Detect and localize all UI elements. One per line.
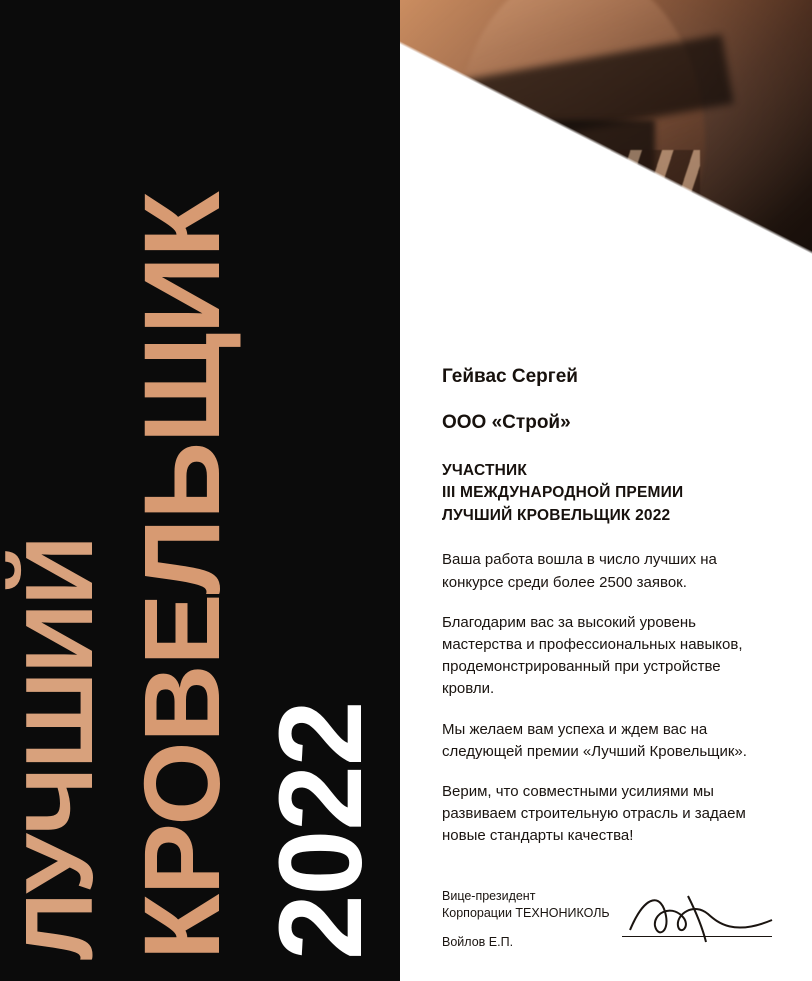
vertical-headline [0, 0, 400, 981]
signatory-name: Войлов Е.П. [442, 934, 514, 949]
award-title-block [442, 460, 772, 527]
signatory-role-line-1: Вице-президент [442, 889, 536, 903]
photo-hand-shape [420, 215, 540, 330]
headline-line-1: ЛУЧШИЙ [6, 537, 113, 960]
award-line-2: III МЕЖДУНАРОДНОЙ ПРЕМИИ [442, 484, 684, 502]
award-line-1: УЧАСТНИК [442, 462, 528, 479]
roofer-photo [400, 0, 812, 356]
headline-line-2: КРОВЕЛЬЩИК [121, 192, 242, 960]
signature-rule [622, 936, 772, 937]
signature-icon [622, 886, 782, 958]
award-line-3: ЛУЧШИЙ КРОВЕЛЬЩИК 2022 [442, 506, 671, 524]
body-paragraph-1: Ваша работа вошла в число лучших на конкурсе среди более 2500 заявок. [442, 551, 717, 591]
body-paragraph-4: Верим, что совместными усилиями мы развиваем строительную отрасль и задаем новые стандарты качества! [442, 782, 746, 845]
body-paragraph-2: Благодарим вас за высокий уровень мастерства и профессиональных навыков, продемонстрированный при устройстве кровли. [442, 613, 743, 698]
recipient-organization: ООО «Строй» [442, 412, 571, 433]
recipient-name: Гейвас Сергей [442, 366, 578, 387]
left-black-panel [0, 0, 400, 981]
body-paragraph-3: Мы желаем вам успеха и ждем вас на следующей премии «Лучший Кровельщик». [442, 720, 747, 760]
certificate-text-column [442, 366, 772, 847]
headline-line-3: 2022 [255, 701, 387, 960]
signatory-role-line-2: Корпорации ТЕХНОНИКОЛЬ [442, 905, 610, 920]
